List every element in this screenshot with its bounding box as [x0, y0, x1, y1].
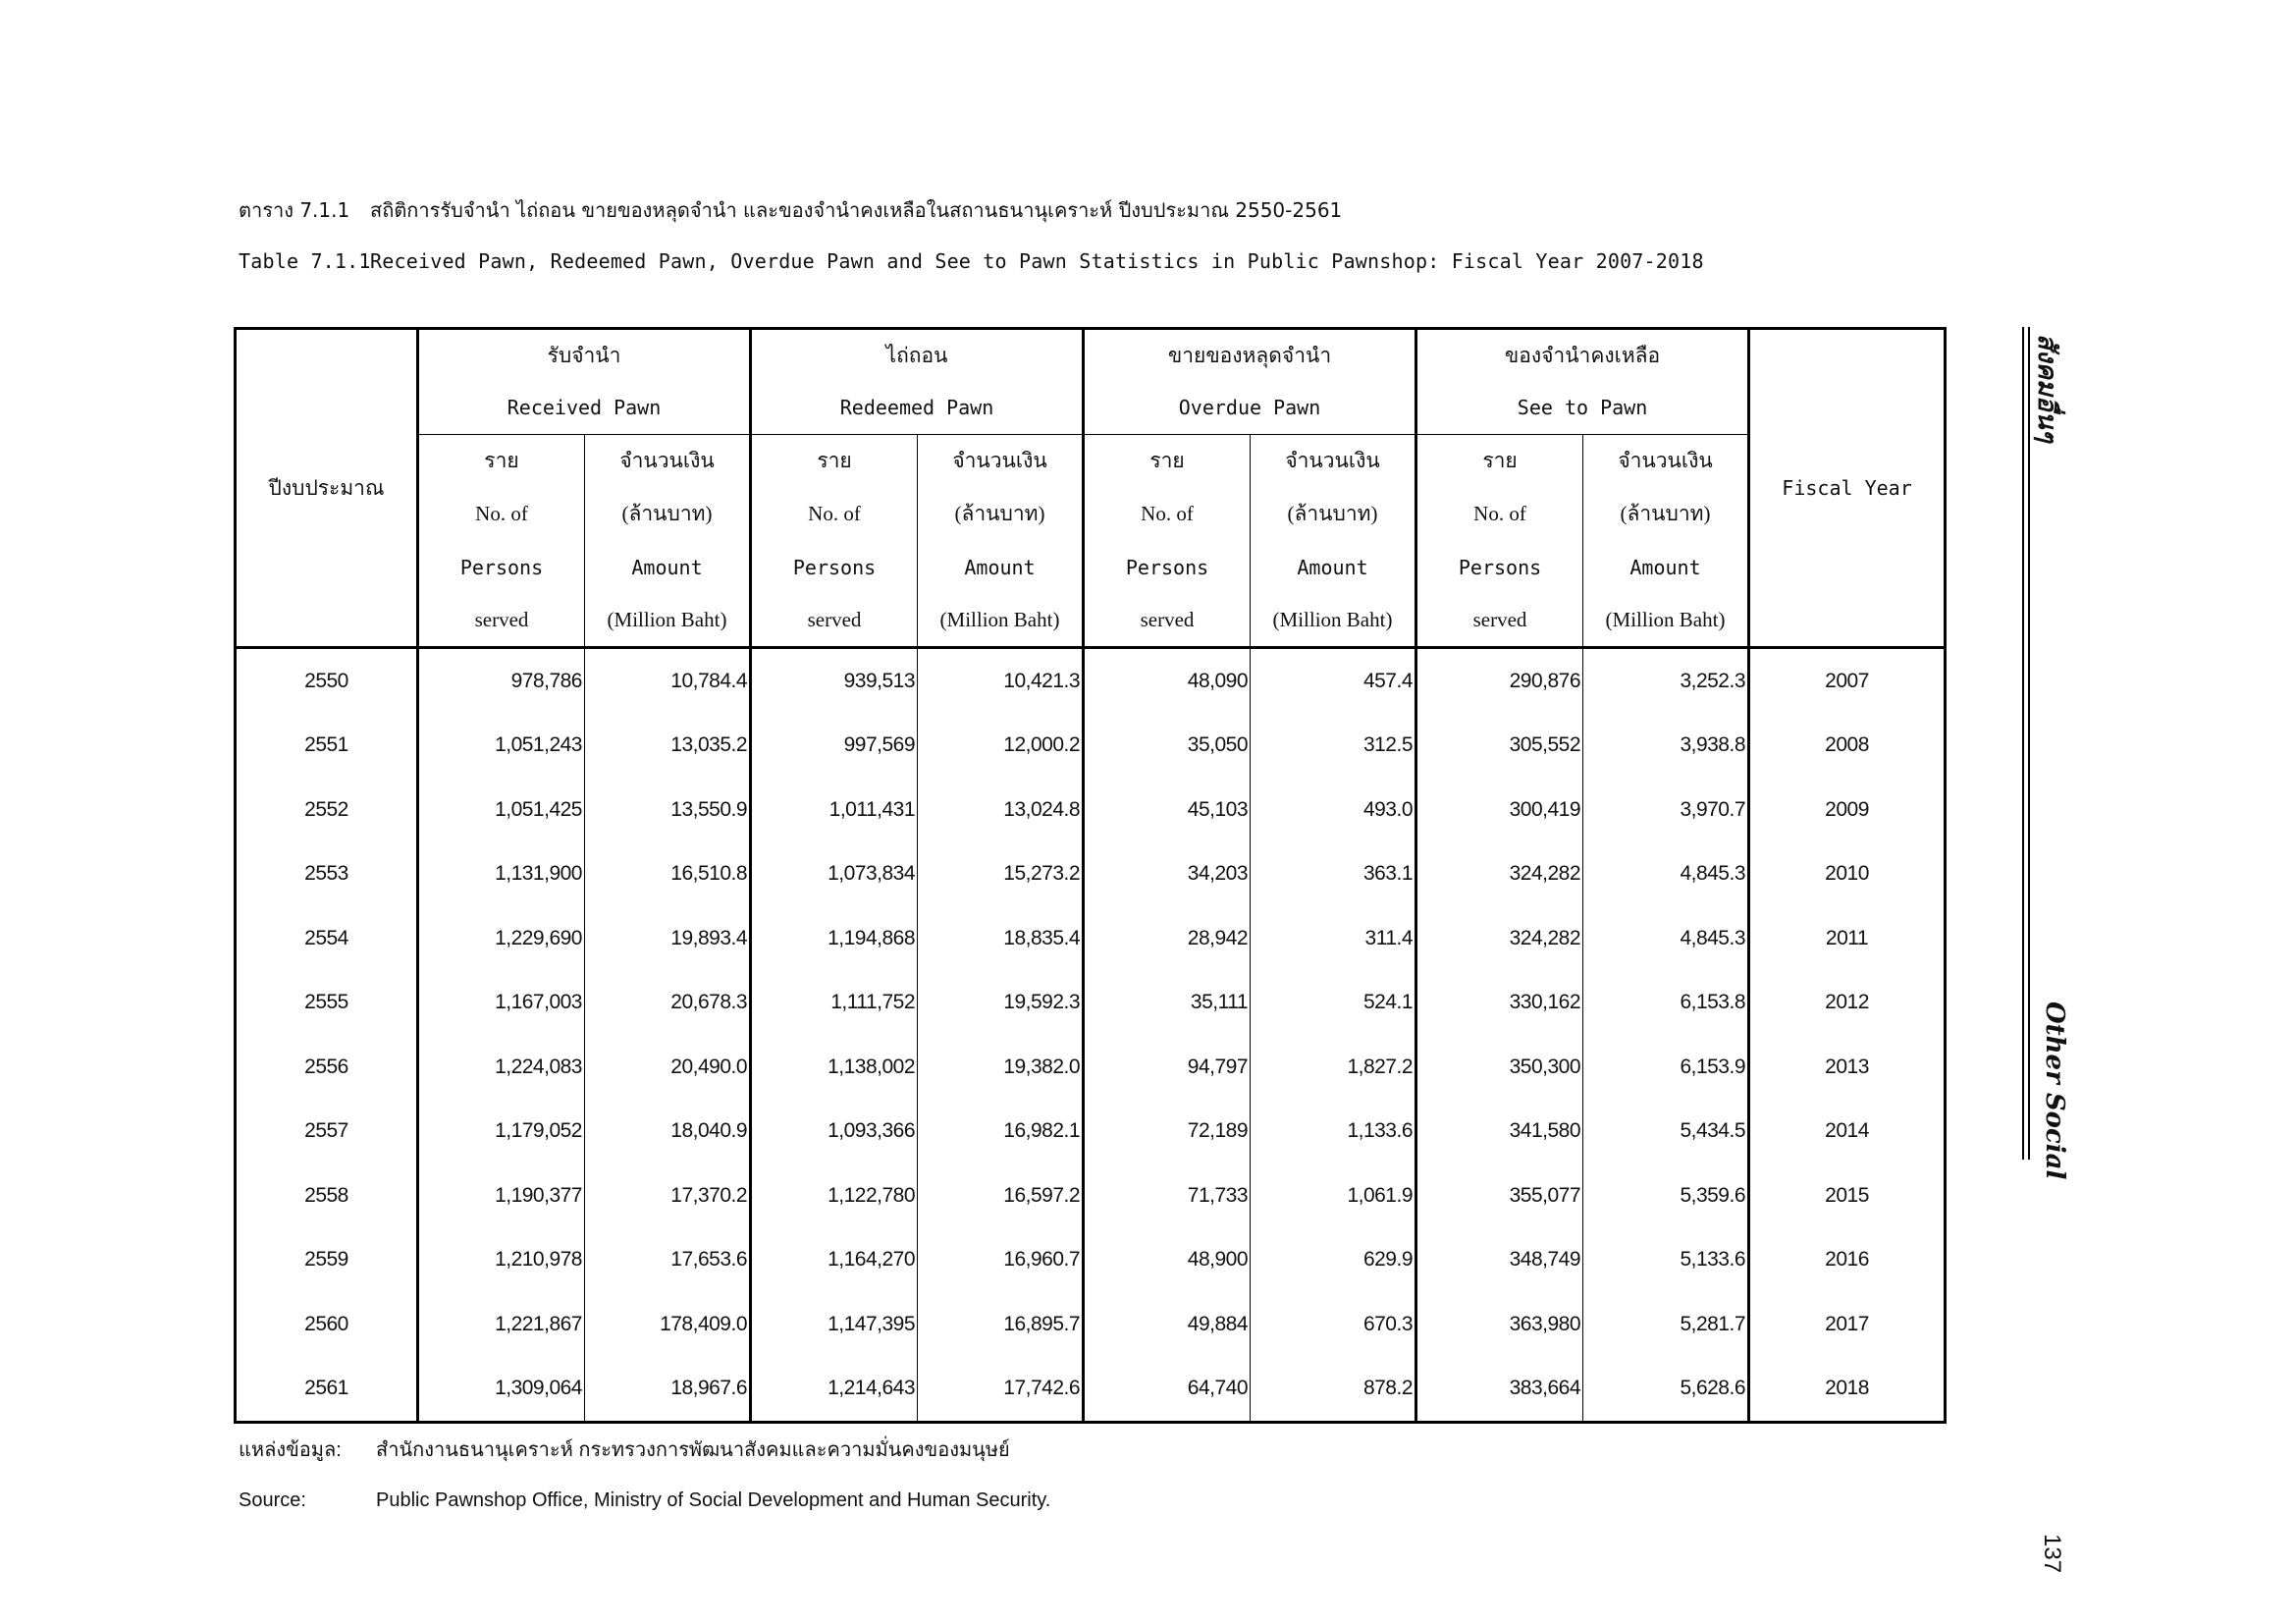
cell-rd-amount: 15,273.2	[918, 842, 1084, 907]
cell-year-th: 2556	[304, 1055, 348, 1078]
cell-year-th: 2555	[304, 991, 348, 1014]
header-persons-l2: No. of	[751, 488, 918, 541]
cell-rd-persons: 1,164,270	[751, 1228, 918, 1293]
cell-od-amount: 1,827.2	[1251, 1035, 1416, 1100]
header-persons-l1: ราย	[1084, 435, 1251, 488]
table-row	[236, 1357, 1946, 1423]
cell-rd-persons: 1,194,868	[751, 906, 918, 971]
cell-rd-amount: 16,982.1	[918, 1100, 1084, 1164]
cell-od-persons: 64,740	[1084, 1357, 1251, 1423]
cell-year-th: 2554	[304, 926, 348, 949]
cell-sp-persons: 355,077	[1416, 1164, 1583, 1228]
section-label-th: สังคมอื่นๆ	[2032, 334, 2061, 443]
cell-year-th: 2559	[304, 1248, 348, 1272]
cell-fy: 2016	[1749, 1228, 1946, 1293]
header-persons-l3: Persons	[418, 541, 585, 594]
header-persons-l1: ราย	[418, 435, 585, 488]
cell-rd-amount: 16,895.7	[918, 1292, 1084, 1357]
cell-year-th: 2560	[304, 1312, 348, 1335]
cell-od-amount: 457.4	[1251, 648, 1416, 714]
header-row-sub-4	[236, 594, 1946, 648]
cell-fy: 2009	[1749, 778, 1946, 842]
cell-od-amount: 1,133.6	[1251, 1100, 1416, 1164]
cell-year-th: 2561	[304, 1377, 348, 1400]
cell-sp-amount: 3,970.7	[1583, 778, 1749, 842]
header-amount-l4: (Million Baht)	[918, 594, 1084, 648]
cell-od-persons: 49,884	[1084, 1292, 1251, 1357]
cell-rp-amount: 16,510.8	[585, 842, 751, 907]
cell-sp-persons: 290,876	[1416, 648, 1583, 714]
cell-rd-persons: 1,073,834	[751, 842, 918, 907]
table-row	[236, 971, 1946, 1036]
header-row-sub-2	[236, 488, 1946, 541]
header-amount-l1: จำนวนเงิน	[1251, 435, 1416, 488]
header-amount-l1: จำนวนเงิน	[918, 435, 1084, 488]
table-row	[236, 1164, 1946, 1228]
cell-fy: 2008	[1749, 714, 1946, 779]
table-caption-th: สถิติการรับจำนำ ไถ่ถอน ขายของหลุดจำนำ และของจำนำคงเหลือในสถานธนานุเคราะห์ ปีงบประมาณ 2550-2561	[370, 198, 1343, 222]
cell-od-persons: 71,733	[1084, 1164, 1251, 1228]
cell-fy: 2017	[1749, 1292, 1946, 1357]
cell-od-persons: 45,103	[1084, 778, 1251, 842]
cell-rp-amount: 20,490.0	[585, 1035, 751, 1100]
table-row	[236, 906, 1946, 971]
cell-year-th: 2557	[304, 1119, 348, 1143]
table-row	[236, 1292, 1946, 1357]
header-row-groups-th	[236, 329, 1946, 382]
cell-od-persons: 34,203	[1084, 842, 1251, 907]
table-row	[236, 714, 1946, 779]
source-label-th: แหล่งข้อมูล:	[239, 1439, 342, 1461]
cell-sp-persons: 330,162	[1416, 971, 1583, 1036]
cell-sp-persons: 348,749	[1416, 1228, 1583, 1293]
cell-rp-amount: 178,409.0	[585, 1292, 751, 1357]
header-amount-l2: (ล้านบาท)	[1251, 488, 1416, 541]
header-row-groups-en	[236, 382, 1946, 435]
cell-rp-persons: 1,167,003	[418, 971, 585, 1036]
cell-rd-persons: 1,093,366	[751, 1100, 918, 1164]
cell-rp-amount: 18,967.6	[585, 1357, 751, 1423]
table-row	[236, 1100, 1946, 1164]
section-tab-th	[2034, 334, 2073, 491]
cell-rd-amount: 16,960.7	[918, 1228, 1084, 1293]
cell-rp-persons: 1,179,052	[418, 1100, 585, 1164]
cell-rp-amount: 18,040.9	[585, 1100, 751, 1164]
header-amount-l2: (ล้านบาท)	[918, 488, 1084, 541]
cell-year-th: 2558	[304, 1183, 348, 1207]
cell-fy: 2007	[1749, 648, 1946, 714]
cell-od-persons: 72,189	[1084, 1100, 1251, 1164]
cell-rd-persons: 997,569	[751, 714, 918, 779]
header-persons-l2: No. of	[418, 488, 585, 541]
cell-rp-amount: 17,370.2	[585, 1164, 751, 1228]
header-group-redeemed-th: ไถ่ถอน	[751, 329, 1084, 382]
cell-rp-persons: 1,131,900	[418, 842, 585, 907]
cell-sp-persons: 305,552	[1416, 714, 1583, 779]
cell-rp-amount: 10,784.4	[585, 648, 751, 714]
cell-year-th: 2551	[304, 733, 348, 757]
cell-sp-amount: 5,359.6	[1583, 1164, 1749, 1228]
cell-sp-amount: 4,845.3	[1583, 906, 1749, 971]
section-label-en: Other Social	[2040, 1001, 2069, 1180]
header-group-overdue-th: ขายของหลุดจำนำ	[1084, 329, 1416, 382]
cell-rd-persons: 1,147,395	[751, 1292, 918, 1357]
header-amount-l3: Amount	[918, 541, 1084, 594]
cell-rp-amount: 17,653.6	[585, 1228, 751, 1293]
cell-od-amount: 363.1	[1251, 842, 1416, 907]
cell-sp-persons: 383,664	[1416, 1357, 1583, 1423]
cell-year-th: 2552	[304, 797, 348, 821]
header-persons-l1: ราย	[751, 435, 918, 488]
cell-sp-amount: 5,133.6	[1583, 1228, 1749, 1293]
table-number-th: ตาราง 7.1.1	[239, 198, 350, 222]
cell-od-amount: 670.3	[1251, 1292, 1416, 1357]
cell-rp-persons: 1,051,425	[418, 778, 585, 842]
header-persons-l4: served	[418, 594, 585, 648]
table-row	[236, 1035, 1946, 1100]
cell-rp-persons: 1,224,083	[418, 1035, 585, 1100]
cell-rd-persons: 1,111,752	[751, 971, 918, 1036]
cell-rd-amount: 13,024.8	[918, 778, 1084, 842]
cell-od-persons: 35,050	[1084, 714, 1251, 779]
cell-od-persons: 94,797	[1084, 1035, 1251, 1100]
source-label-en: Source:	[239, 1489, 306, 1511]
cell-sp-amount: 6,153.8	[1583, 971, 1749, 1036]
cell-sp-amount: 5,434.5	[1583, 1100, 1749, 1164]
cell-od-amount: 311.4	[1251, 906, 1416, 971]
cell-rd-persons: 939,513	[751, 648, 918, 714]
table-row	[236, 842, 1946, 907]
cell-rd-amount: 10,421.3	[918, 648, 1084, 714]
header-amount-l4: (Million Baht)	[1583, 594, 1749, 648]
header-persons-l1: ราย	[1416, 435, 1583, 488]
header-group-see-en: See to Pawn	[1416, 382, 1749, 435]
cell-fy: 2011	[1749, 906, 1946, 971]
cell-rd-amount: 19,592.3	[918, 971, 1084, 1036]
cell-od-amount: 524.1	[1251, 971, 1416, 1036]
cell-rp-persons: 1,190,377	[418, 1164, 585, 1228]
cell-sp-amount: 3,252.3	[1583, 648, 1749, 714]
header-persons-l4: served	[1416, 594, 1583, 648]
source-text-th: สำนักงานธนานุเคราะห์ กระทรวงการพัฒนาสังคมและความมั่นคงของมนุษย์	[376, 1439, 1010, 1461]
cell-rd-persons: 1,011,431	[751, 778, 918, 842]
header-row-sub-1	[236, 435, 1946, 488]
cell-rd-persons: 1,122,780	[751, 1164, 918, 1228]
cell-rd-amount: 16,597.2	[918, 1164, 1084, 1228]
table-body	[236, 648, 1946, 1423]
header-year-th: ปีงบประมาณ	[236, 329, 418, 648]
cell-fy: 2012	[1749, 971, 1946, 1036]
cell-fy: 2015	[1749, 1164, 1946, 1228]
header-amount-l3: Amount	[1251, 541, 1416, 594]
cell-rp-amount: 20,678.3	[585, 971, 751, 1036]
page-number-text: 137	[2039, 1534, 2065, 1574]
table-row	[236, 1228, 1946, 1293]
header-persons-l3: Persons	[751, 541, 918, 594]
cell-rd-amount: 19,382.0	[918, 1035, 1084, 1100]
header-group-received-th: รับจำนำ	[418, 329, 751, 382]
table-row	[236, 778, 1946, 842]
cell-sp-amount: 4,845.3	[1583, 842, 1749, 907]
table-row	[236, 648, 1946, 714]
cell-sp-persons: 324,282	[1416, 906, 1583, 971]
header-amount-l3: Amount	[1583, 541, 1749, 594]
cell-fy: 2010	[1749, 842, 1946, 907]
cell-od-amount: 878.2	[1251, 1357, 1416, 1423]
cell-od-amount: 312.5	[1251, 714, 1416, 779]
cell-od-persons: 35,111	[1084, 971, 1251, 1036]
header-persons-l4: served	[1084, 594, 1251, 648]
header-persons-l2: No. of	[1416, 488, 1583, 541]
header-amount-l2: (ล้านบาท)	[585, 488, 751, 541]
cell-sp-persons: 324,282	[1416, 842, 1583, 907]
header-fiscal-year: Fiscal Year	[1749, 329, 1946, 648]
source-text-en: Public Pawnshop Office, Ministry of Social Development and Human Security.	[376, 1489, 1051, 1511]
cell-rp-persons: 978,786	[418, 648, 585, 714]
table-title-th	[239, 194, 1342, 226]
cell-rd-amount: 17,742.6	[918, 1357, 1084, 1423]
cell-od-amount: 1,061.9	[1251, 1164, 1416, 1228]
cell-rd-persons: 1,214,643	[751, 1357, 918, 1423]
cell-sp-amount: 6,153.9	[1583, 1035, 1749, 1100]
cell-year-th: 2550	[304, 669, 348, 692]
cell-fy: 2014	[1749, 1100, 1946, 1164]
cell-sp-amount: 5,628.6	[1583, 1357, 1749, 1423]
page-number	[2036, 1534, 2075, 1593]
cell-sp-persons: 341,580	[1416, 1100, 1583, 1164]
cell-sp-amount: 5,281.7	[1583, 1292, 1749, 1357]
table-caption-en: Received Pawn, Redeemed Pawn, Overdue Pawn and See to Pawn Statistics in Public Pawnshop: Fiscal Year 2007-2018	[370, 249, 1704, 273]
header-amount-l3: Amount	[585, 541, 751, 594]
cell-rp-amount: 13,550.9	[585, 778, 751, 842]
header-amount-l1: จำนวนเงิน	[585, 435, 751, 488]
cell-od-amount: 493.0	[1251, 778, 1416, 842]
header-amount-l1: จำนวนเงิน	[1583, 435, 1749, 488]
cell-rd-amount: 12,000.2	[918, 714, 1084, 779]
cell-rp-persons: 1,229,690	[418, 906, 585, 971]
header-group-redeemed-en: Redeemed Pawn	[751, 382, 1084, 435]
cell-sp-persons: 350,300	[1416, 1035, 1583, 1100]
section-side-rule	[2022, 327, 2030, 1160]
cell-rp-persons: 1,051,243	[418, 714, 585, 779]
header-row-sub-3	[236, 541, 1946, 594]
table-title-en	[239, 249, 1704, 273]
cell-od-persons: 48,900	[1084, 1228, 1251, 1293]
cell-sp-persons: 300,419	[1416, 778, 1583, 842]
header-group-see-th: ของจำนำคงเหลือ	[1416, 329, 1749, 382]
header-amount-l4: (Million Baht)	[585, 594, 751, 648]
table-number-en: Table 7.1.1	[239, 249, 371, 273]
cell-rp-persons: 1,309,064	[418, 1357, 585, 1423]
cell-sp-persons: 363,980	[1416, 1292, 1583, 1357]
cell-od-amount: 629.9	[1251, 1228, 1416, 1293]
cell-rp-persons: 1,210,978	[418, 1228, 585, 1293]
section-tab-en	[2034, 1001, 2073, 1180]
cell-rp-amount: 13,035.2	[585, 714, 751, 779]
cell-rp-amount: 19,893.4	[585, 906, 751, 971]
header-persons-l3: Persons	[1416, 541, 1583, 594]
cell-sp-amount: 3,938.8	[1583, 714, 1749, 779]
pawn-statistics-table	[234, 327, 1947, 1424]
header-persons-l4: served	[751, 594, 918, 648]
header-persons-l3: Persons	[1084, 541, 1251, 594]
cell-year-th: 2553	[304, 862, 348, 886]
cell-rp-persons: 1,221,867	[418, 1292, 585, 1357]
cell-od-persons: 48,090	[1084, 648, 1251, 714]
cell-fy: 2018	[1749, 1357, 1946, 1423]
header-amount-l2: (ล้านบาท)	[1583, 488, 1749, 541]
header-group-received-en: Received Pawn	[418, 382, 751, 435]
cell-rd-amount: 18,835.4	[918, 906, 1084, 971]
cell-rd-persons: 1,138,002	[751, 1035, 918, 1100]
header-group-overdue-en: Overdue Pawn	[1084, 382, 1416, 435]
header-persons-l2: No. of	[1084, 488, 1251, 541]
cell-od-persons: 28,942	[1084, 906, 1251, 971]
cell-fy: 2013	[1749, 1035, 1946, 1100]
header-amount-l4: (Million Baht)	[1251, 594, 1416, 648]
